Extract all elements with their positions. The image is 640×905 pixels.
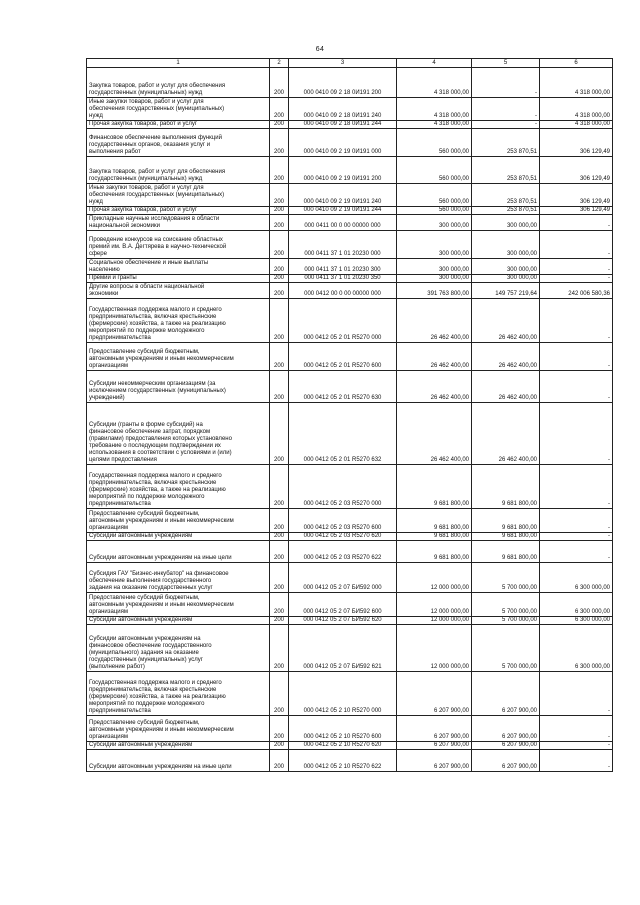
executed-amount: 253 870,51 bbox=[472, 184, 540, 207]
item-code: 200 bbox=[270, 275, 289, 283]
remaining-amount: - bbox=[540, 231, 613, 259]
item-code: 200 bbox=[270, 207, 289, 215]
column-header: 2 bbox=[270, 59, 289, 68]
table-row bbox=[87, 157, 613, 184]
executed-amount: 26 462 400,00 bbox=[472, 299, 540, 343]
approved-amount: 26 462 400,00 bbox=[397, 403, 472, 465]
column-header: 1 bbox=[87, 59, 270, 68]
executed-amount: 6 207 900,00 bbox=[472, 742, 540, 750]
executed-amount: 300 000,00 bbox=[472, 231, 540, 259]
item-code: 200 bbox=[270, 672, 289, 716]
item-name: Субсидии автономным учреждениям на иные цели bbox=[87, 750, 270, 772]
executed-amount: 5 700 000,00 bbox=[472, 593, 540, 617]
classification-code: 000 0412 05 2 01 R5270 632 bbox=[289, 403, 397, 465]
remaining-amount: 306 129,49 bbox=[540, 184, 613, 207]
approved-amount: 560 000,00 bbox=[397, 129, 472, 157]
approved-amount: 9 681 800,00 bbox=[397, 509, 472, 533]
executed-amount: 253 870,51 bbox=[472, 129, 540, 157]
approved-amount: 26 462 400,00 bbox=[397, 343, 472, 371]
executed-amount: 300 000,00 bbox=[472, 275, 540, 283]
classification-code: 000 0410 09 2 19 0И191 240 bbox=[289, 184, 397, 207]
executed-amount: 6 207 900,00 bbox=[472, 716, 540, 742]
remaining-amount: - bbox=[540, 750, 613, 772]
classification-code: 000 0411 00 0 00 00000 000 bbox=[289, 215, 397, 231]
table-row bbox=[87, 98, 613, 121]
approved-amount: 9 681 800,00 bbox=[397, 541, 472, 563]
executed-amount: 5 700 000,00 bbox=[472, 563, 540, 593]
item-name: Финансовое обеспечение выполнения функций государственных органов, оказания услуг и выполнения работ bbox=[87, 129, 270, 157]
table-row bbox=[87, 343, 613, 371]
classification-code: 000 0412 05 2 10 R5270 000 bbox=[289, 672, 397, 716]
remaining-amount: - bbox=[540, 742, 613, 750]
classification-code: 000 0412 05 2 03 R5270 600 bbox=[289, 509, 397, 533]
classification-code: 000 0410 09 2 18 0И191 240 bbox=[289, 98, 397, 121]
approved-amount: 26 462 400,00 bbox=[397, 299, 472, 343]
item-name: Государственная поддержка малого и среднего предпринимательства, включая крестьянские (фермерские) хозяйства, а также на реализацию мероприятий по поддержке молодежного предпринимательства bbox=[87, 299, 270, 343]
item-code: 200 bbox=[270, 509, 289, 533]
remaining-amount: 6 300 000,00 bbox=[540, 563, 613, 593]
item-name: Иные закупки товаров, работ и услуг для обеспечения государственных (муниципальных) нужд bbox=[87, 184, 270, 207]
item-code: 200 bbox=[270, 157, 289, 184]
item-code: 200 bbox=[270, 184, 289, 207]
item-code: 200 bbox=[270, 98, 289, 121]
approved-amount: 9 681 800,00 bbox=[397, 533, 472, 541]
table-row bbox=[87, 207, 613, 215]
executed-amount: 9 681 800,00 bbox=[472, 465, 540, 509]
item-name: Субсидии автономным учреждениям на иные цели bbox=[87, 541, 270, 563]
executed-amount: 26 462 400,00 bbox=[472, 403, 540, 465]
executed-amount: 9 681 800,00 bbox=[472, 509, 540, 533]
approved-amount: 560 000,00 bbox=[397, 184, 472, 207]
table-row bbox=[87, 617, 613, 625]
item-name: Субсидии (гранты в форме субсидий) на финансовое обеспечение затрат, порядком (правилами) предоставления которых установлено требование о последующем подтверждении их использования в соответствии с условиями и (или) целями предоставления bbox=[87, 403, 270, 465]
table-row bbox=[87, 533, 613, 541]
classification-code: 000 0410 09 2 19 0И191 244 bbox=[289, 207, 397, 215]
item-code: 200 bbox=[270, 541, 289, 563]
item-code: 200 bbox=[270, 215, 289, 231]
approved-amount: 300 000,00 bbox=[397, 275, 472, 283]
item-name: Предоставление субсидий бюджетным, автономным учреждениям и иным некоммерческим организациям bbox=[87, 509, 270, 533]
classification-code: 000 0412 05 2 01 R5270 630 bbox=[289, 371, 397, 403]
classification-code: 000 0412 05 2 03 R5270 622 bbox=[289, 541, 397, 563]
table-row bbox=[87, 68, 613, 98]
item-name: Проведение конкурсов на соискание областных премий им. В.А. Дегтярева в научно-технической сфере bbox=[87, 231, 270, 259]
item-code: 200 bbox=[270, 593, 289, 617]
budget-table bbox=[86, 58, 613, 772]
approved-amount: 6 207 900,00 bbox=[397, 742, 472, 750]
item-code: 200 bbox=[270, 716, 289, 742]
approved-amount: 6 207 900,00 bbox=[397, 750, 472, 772]
item-code: 200 bbox=[270, 465, 289, 509]
remaining-amount: - bbox=[540, 299, 613, 343]
remaining-amount: 306 129,49 bbox=[540, 157, 613, 184]
item-code: 200 bbox=[270, 742, 289, 750]
item-name: Закупка товаров, работ и услуг для обеспечения государственных (муниципальных) нужд bbox=[87, 157, 270, 184]
classification-code: 000 0412 05 2 10 R5270 600 bbox=[289, 716, 397, 742]
item-code: 200 bbox=[270, 750, 289, 772]
classification-code: 000 0412 05 2 07 БИ592 620 bbox=[289, 617, 397, 625]
table-row bbox=[87, 509, 613, 533]
remaining-amount: - bbox=[540, 371, 613, 403]
executed-amount: 5 700 000,00 bbox=[472, 625, 540, 672]
approved-amount: 300 000,00 bbox=[397, 259, 472, 275]
approved-amount: 4 318 000,00 bbox=[397, 98, 472, 121]
approved-amount: 4 318 000,00 bbox=[397, 68, 472, 98]
table-row bbox=[87, 563, 613, 593]
item-name: Иные закупки товаров, работ и услуг для обеспечения государственных (муниципальных) нужд bbox=[87, 98, 270, 121]
executed-amount: 300 000,00 bbox=[472, 259, 540, 275]
classification-code: 000 0412 05 2 10 R5270 622 bbox=[289, 750, 397, 772]
remaining-amount: - bbox=[540, 259, 613, 275]
table-row bbox=[87, 129, 613, 157]
remaining-amount: - bbox=[540, 509, 613, 533]
executed-amount: 149 757 219,64 bbox=[472, 283, 540, 299]
executed-amount: - bbox=[472, 121, 540, 129]
item-name: Государственная поддержка малого и среднего предпринимательства, включая крестьянские (фермерские) хозяйства, а также на реализацию мероприятий по поддержке молодежного предпринимательства bbox=[87, 672, 270, 716]
approved-amount: 12 000 000,00 bbox=[397, 625, 472, 672]
classification-code: 000 0410 09 2 18 0И191 200 bbox=[289, 68, 397, 98]
table-row bbox=[87, 465, 613, 509]
executed-amount: 253 870,51 bbox=[472, 207, 540, 215]
table-row bbox=[87, 541, 613, 563]
table-row bbox=[87, 259, 613, 275]
classification-code: 000 0411 37 1 01 20230 350 bbox=[289, 275, 397, 283]
page-number: 64 bbox=[315, 46, 325, 53]
classification-code: 000 0412 00 0 00 00000 000 bbox=[289, 283, 397, 299]
executed-amount: 6 207 900,00 bbox=[472, 750, 540, 772]
column-header: 3 bbox=[289, 59, 397, 68]
table-row bbox=[87, 215, 613, 231]
item-name: Субсидии автономным учреждениям bbox=[87, 742, 270, 750]
table-row bbox=[87, 742, 613, 750]
remaining-amount: 4 318 000,00 bbox=[540, 98, 613, 121]
item-name: Предоставление субсидий бюджетным, автономным учреждениям и иным некоммерческим организациям bbox=[87, 716, 270, 742]
remaining-amount: 242 006 580,36 bbox=[540, 283, 613, 299]
item-name: Социальное обеспечение и иные выплаты населению bbox=[87, 259, 270, 275]
item-code: 200 bbox=[270, 563, 289, 593]
item-code: 200 bbox=[270, 343, 289, 371]
approved-amount: 4 318 000,00 bbox=[397, 121, 472, 129]
remaining-amount: - bbox=[540, 465, 613, 509]
item-code: 200 bbox=[270, 403, 289, 465]
executed-amount: 253 870,51 bbox=[472, 157, 540, 184]
item-code: 200 bbox=[270, 625, 289, 672]
executed-amount: 9 681 800,00 bbox=[472, 541, 540, 563]
classification-code: 000 0410 09 2 19 0И191 200 bbox=[289, 157, 397, 184]
remaining-amount: 6 300 000,00 bbox=[540, 617, 613, 625]
remaining-amount: 306 129,49 bbox=[540, 207, 613, 215]
classification-code: 000 0412 05 2 01 R5270 000 bbox=[289, 299, 397, 343]
item-code: 200 bbox=[270, 129, 289, 157]
remaining-amount: 306 129,49 bbox=[540, 129, 613, 157]
item-name: Государственная поддержка малого и среднего предпринимательства, включая крестьянские (фермерские) хозяйства, а также на реализацию мероприятий по поддержке молодежного предпринимательства bbox=[87, 465, 270, 509]
table-row bbox=[87, 403, 613, 465]
item-code: 200 bbox=[270, 231, 289, 259]
classification-code: 000 0410 09 2 18 0И191 244 bbox=[289, 121, 397, 129]
approved-amount: 9 681 800,00 bbox=[397, 465, 472, 509]
approved-amount: 12 000 000,00 bbox=[397, 563, 472, 593]
table-row bbox=[87, 299, 613, 343]
item-name: Закупка товаров, работ и услуг для обеспечения государственных (муниципальных) нужд bbox=[87, 68, 270, 98]
item-name: Субсидии автономным учреждениям на финансовое обеспечение государственного (муниципального) задания на оказание государственных (муниципальных) услуг (выполнение работ) bbox=[87, 625, 270, 672]
approved-amount: 300 000,00 bbox=[397, 215, 472, 231]
table-row bbox=[87, 184, 613, 207]
item-code: 200 bbox=[270, 533, 289, 541]
classification-code: 000 0412 05 2 01 R5270 600 bbox=[289, 343, 397, 371]
item-name: Субсидии некоммерческим организациям (за исключением государственных (муниципальных) учреждений) bbox=[87, 371, 270, 403]
item-name: Другие вопросы в области национальной экономики bbox=[87, 283, 270, 299]
remaining-amount: - bbox=[540, 716, 613, 742]
classification-code: 000 0412 05 2 07 БИ592 621 bbox=[289, 625, 397, 672]
executed-amount: 300 000,00 bbox=[472, 215, 540, 231]
executed-amount: 26 462 400,00 bbox=[472, 371, 540, 403]
table-row bbox=[87, 275, 613, 283]
executed-amount: - bbox=[472, 68, 540, 98]
item-name: Прикладные научные исследования в области национальной экономики bbox=[87, 215, 270, 231]
table-row bbox=[87, 750, 613, 772]
remaining-amount: 4 318 000,00 bbox=[540, 68, 613, 98]
remaining-amount: 6 300 000,00 bbox=[540, 625, 613, 672]
remaining-amount: - bbox=[540, 533, 613, 541]
executed-amount: - bbox=[472, 98, 540, 121]
table-row bbox=[87, 672, 613, 716]
item-code: 200 bbox=[270, 259, 289, 275]
remaining-amount: - bbox=[540, 343, 613, 371]
approved-amount: 12 000 000,00 bbox=[397, 593, 472, 617]
approved-amount: 391 763 800,00 bbox=[397, 283, 472, 299]
item-name: Субсидии автономным учреждениям bbox=[87, 533, 270, 541]
remaining-amount: 6 300 000,00 bbox=[540, 593, 613, 617]
item-code: 200 bbox=[270, 283, 289, 299]
remaining-amount: - bbox=[540, 275, 613, 283]
item-name: Премии и гранты bbox=[87, 275, 270, 283]
approved-amount: 6 207 900,00 bbox=[397, 672, 472, 716]
classification-code: 000 0412 05 2 03 R5270 000 bbox=[289, 465, 397, 509]
executed-amount: 26 462 400,00 bbox=[472, 343, 540, 371]
table-row bbox=[87, 121, 613, 129]
classification-code: 000 0411 37 1 01 20230 300 bbox=[289, 259, 397, 275]
approved-amount: 560 000,00 bbox=[397, 157, 472, 184]
classification-code: 000 0412 05 2 07 БИ592 000 bbox=[289, 563, 397, 593]
item-name: Предоставление субсидий бюджетным, автономным учреждениям и иным некоммерческим организациям bbox=[87, 343, 270, 371]
column-header: 4 bbox=[397, 59, 472, 68]
item-name: Субсидия ГАУ "Бизнес-инкубатор" на финансовое обеспечение выполнения государственного задания на оказание государственных услуг bbox=[87, 563, 270, 593]
classification-code: 000 0410 09 2 19 0И191 000 bbox=[289, 129, 397, 157]
approved-amount: 12 000 000,00 bbox=[397, 617, 472, 625]
item-name: Предоставление субсидий бюджетным, автономным учреждениям и иным некоммерческим организациям bbox=[87, 593, 270, 617]
table-row bbox=[87, 716, 613, 742]
item-code: 200 bbox=[270, 371, 289, 403]
item-name: Прочая закупка товаров, работ и услуг bbox=[87, 121, 270, 129]
approved-amount: 26 462 400,00 bbox=[397, 371, 472, 403]
column-header: 6 bbox=[540, 59, 613, 68]
classification-code: 000 0412 05 2 07 БИ592 600 bbox=[289, 593, 397, 617]
remaining-amount: - bbox=[540, 672, 613, 716]
classification-code: 000 0412 05 2 03 R5270 620 bbox=[289, 533, 397, 541]
item-code: 200 bbox=[270, 617, 289, 625]
executed-amount: 5 700 000,00 bbox=[472, 617, 540, 625]
executed-amount: 6 207 900,00 bbox=[472, 672, 540, 716]
remaining-amount: 4 318 000,00 bbox=[540, 121, 613, 129]
table-row bbox=[87, 593, 613, 617]
item-code: 200 bbox=[270, 299, 289, 343]
table-row bbox=[87, 283, 613, 299]
remaining-amount: - bbox=[540, 215, 613, 231]
item-name: Субсидии автономным учреждениям bbox=[87, 617, 270, 625]
classification-code: 000 0412 05 2 10 R5270 620 bbox=[289, 742, 397, 750]
table-header-row bbox=[87, 59, 613, 68]
approved-amount: 6 207 900,00 bbox=[397, 716, 472, 742]
table-row bbox=[87, 371, 613, 403]
column-header: 5 bbox=[472, 59, 540, 68]
classification-code: 000 0411 37 1 01 20230 000 bbox=[289, 231, 397, 259]
remaining-amount: - bbox=[540, 541, 613, 563]
table-row bbox=[87, 625, 613, 672]
executed-amount: 9 681 800,00 bbox=[472, 533, 540, 541]
item-code: 200 bbox=[270, 68, 289, 98]
table-row bbox=[87, 231, 613, 259]
item-name: Прочая закупка товаров, работ и услуг bbox=[87, 207, 270, 215]
approved-amount: 560 000,00 bbox=[397, 207, 472, 215]
approved-amount: 300 000,00 bbox=[397, 231, 472, 259]
item-code: 200 bbox=[270, 121, 289, 129]
remaining-amount: - bbox=[540, 403, 613, 465]
